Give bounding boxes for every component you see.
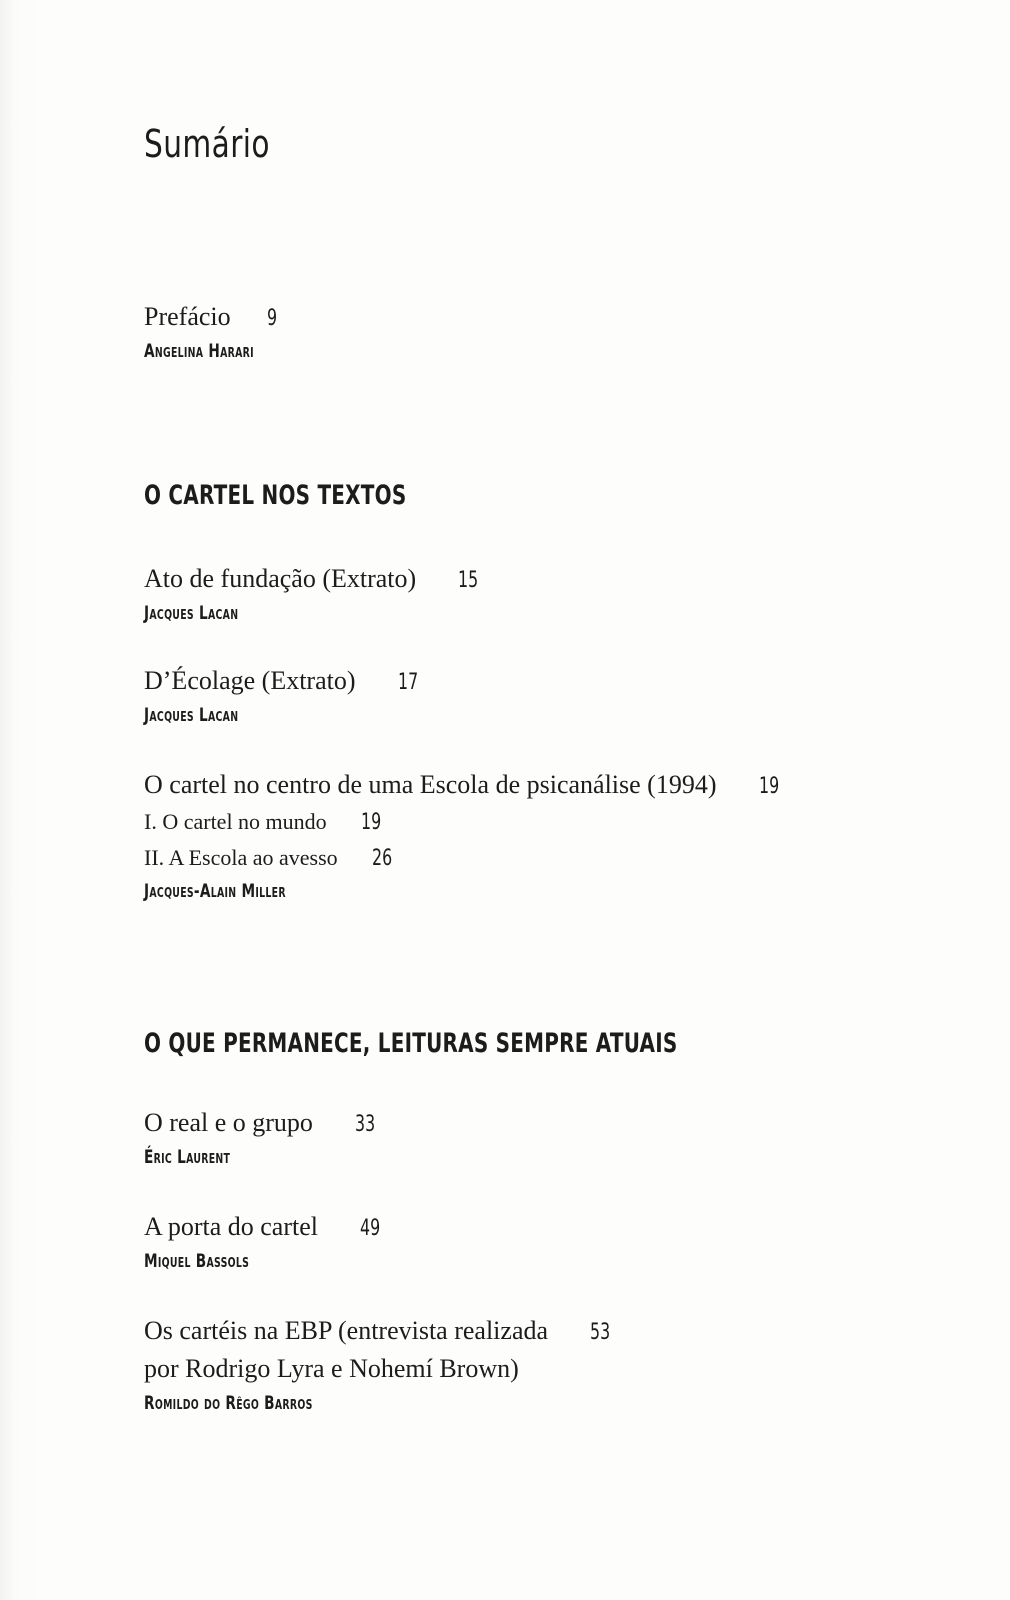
entry-title: O real e o grupo — [144, 1108, 313, 1137]
subentry-title: II. A Escola ao avesso — [144, 845, 338, 870]
toc-entry — [144, 560, 486, 624]
entry-author: Miquel Bassols — [144, 1250, 250, 1272]
entry-author: Jacques Lacan — [144, 602, 239, 624]
entry-author: Romildo do Rêgo Barros — [144, 1392, 313, 1414]
entry-page-number: 17 — [397, 670, 418, 695]
entry-title: A porta do cartel — [144, 1212, 318, 1241]
entry-title-line-1: Os cartéis na EBP (entrevista realizada — [144, 1316, 549, 1345]
entry-author: Angelina Harari — [144, 340, 254, 362]
entry-page-number: 19 — [758, 774, 779, 799]
subentry-page-number: 26 — [371, 846, 392, 871]
entry-author: Éric Laurent — [144, 1146, 231, 1168]
toc-entry-preface — [144, 298, 297, 362]
entry-page-number: 15 — [458, 568, 479, 593]
toc-entry — [144, 766, 787, 902]
entry-title: Ato de fundação (Extrato) — [144, 564, 417, 593]
section-heading: O CARTEL NOS TEXTOS — [144, 480, 407, 511]
page-title: Sumário — [144, 122, 270, 166]
entry-title: O cartel no centro de uma Escola de psicanálise (1994) — [144, 770, 717, 799]
entry-author: Jacques-Alain Miller — [144, 880, 286, 902]
entry-page-number: 9 — [266, 306, 277, 331]
entry-title: Prefácio — [144, 302, 231, 331]
entry-page-number: 49 — [360, 1216, 381, 1241]
entry-page-number: 33 — [354, 1112, 376, 1137]
entry-author: Jacques Lacan — [144, 704, 239, 726]
section-heading: O QUE PERMANECE, LEITURAS SEMPRE ATUAIS — [144, 1028, 678, 1059]
toc-entry — [144, 1208, 388, 1272]
toc-entry — [144, 1312, 618, 1414]
toc-entry — [144, 1104, 383, 1168]
subentry-page-number: 19 — [360, 810, 381, 835]
subentry-title: I. O cartel no mundo — [144, 809, 327, 834]
toc-entry — [144, 662, 426, 726]
entry-title: D’Écolage (Extrato) — [144, 666, 356, 695]
entry-title-line-2: por Rodrigo Lyra e Nohemí Brown) — [144, 1354, 519, 1383]
entry-page-number: 53 — [590, 1320, 611, 1345]
